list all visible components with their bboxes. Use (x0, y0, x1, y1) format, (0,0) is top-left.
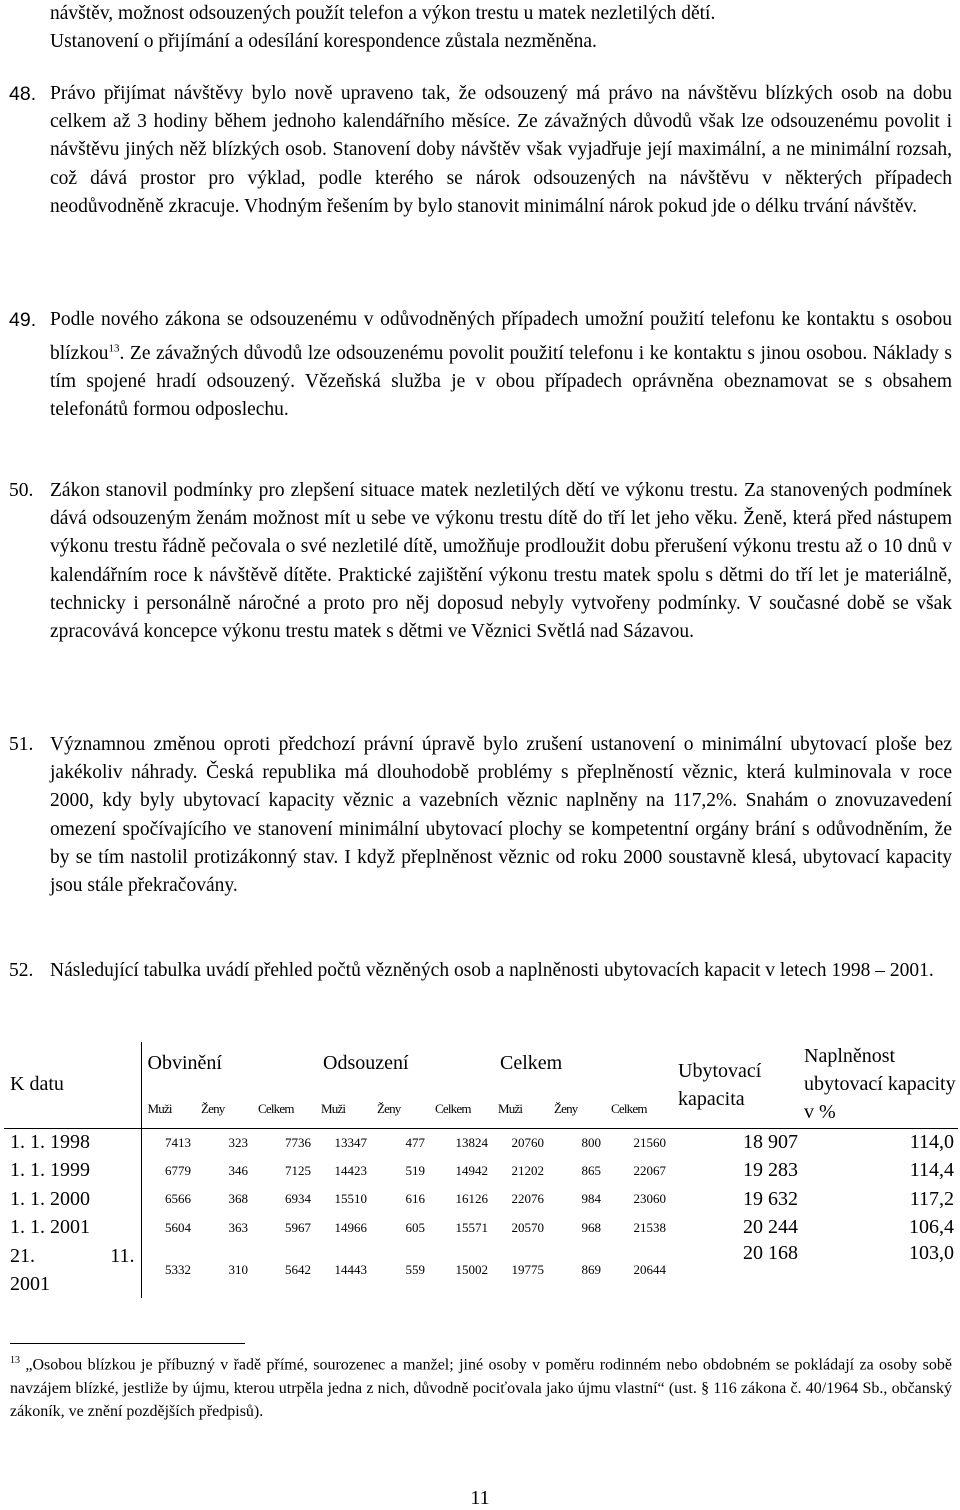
sub-men: Muži (321, 1100, 346, 1116)
intro-line-2: Ustanovení o přijímání a odesílání korespondence zůstala nezměněna. (50, 31, 597, 52)
row-value: 14423 (334, 1162, 367, 1178)
intro-line-1: návštěv, možnost odsouzených použít telefon a výkon trestu u matek nezletilých dětí. (50, 3, 716, 24)
row-value: 5642 (285, 1262, 311, 1277)
row-value: 323 (197, 1128, 254, 1157)
page-number: 11 (470, 1487, 490, 1509)
row-capacity: 20 168 (743, 1242, 798, 1264)
paragraph-text: Právo přijímat návštěvy bylo nově upraveno tak, že odsouzený má právo na návštěvu blízkých osob na dobu celkem až 3 hodiny během jednoho kalendářního měsíce. Ze závažných důvodů však lze odsouzenému povolit i návštěvu jiných něž blízkých osob. Stanovení doby návštěv však vyjadřuje její maximální, a ne minimální rozsah, což dává prostor pro výklad, podle kterého se nárok odsouzených na návštěvu v některých případech neodůvodněně zkracuje. Vhodným řešením by bylo stanovit minimální nárok pokud jde o délku trvání návštěv. (50, 83, 952, 217)
paragraph-number: 51. (9, 734, 34, 755)
table-body (4, 1128, 958, 1298)
row-value: 20644 (633, 1262, 666, 1277)
footnote-mark: 13 (10, 1355, 20, 1366)
paragraph-number: 49. (9, 309, 37, 331)
row-value: 13824 (431, 1128, 494, 1157)
row-value: 477 (373, 1128, 431, 1157)
row-value: 22067 (633, 1162, 666, 1178)
table-row (4, 1214, 958, 1243)
row-occupancy: 114,0 (802, 1128, 958, 1157)
row-value: 7736 (254, 1128, 317, 1157)
table-row (4, 1157, 958, 1186)
row-value: 22076 (511, 1191, 544, 1207)
row-value: 616 (405, 1191, 425, 1207)
row-value: 559 (405, 1262, 425, 1277)
table-row (4, 1128, 958, 1157)
row-value: 21538 (633, 1219, 666, 1235)
row-occupancy: 103,0 (909, 1242, 954, 1264)
row-value: 14942 (455, 1162, 488, 1178)
row-capacity: 18 907 (672, 1128, 802, 1157)
header-capacity: Ubytovací kapacita (678, 1059, 762, 1110)
header-date: K datu (10, 1073, 64, 1096)
row-date: 1. 1. 1998 (4, 1128, 141, 1157)
row-value: 16126 (455, 1191, 488, 1207)
row-value: 519 (405, 1162, 425, 1178)
row-occupancy: 106,4 (909, 1216, 954, 1239)
header-accused: Obvinění (141, 1042, 317, 1090)
row-capacity: 19 632 (743, 1187, 798, 1210)
table-row (4, 1242, 958, 1298)
row-value: 19775 (511, 1262, 544, 1277)
sub-women: Ženy (201, 1100, 225, 1116)
row-value: 865 (581, 1162, 601, 1178)
paragraph-text: Podle nového zákona se odsouzenému v odůvodněných případech umožní použití telefonu ke kontaktu s osobou blízkou$^{13}$. Ze závažných důvodů lze odsouzenému povolit použití telefonu i ke kontaktu s jinou osobou. Náklady s tím spojené hradí odsouzený. Vězeňská služba je v obou případech oprávněna obeznamovat se s obsahem telefonátů formou odposlechu. (50, 309, 952, 421)
row-value: 6566 (141, 1185, 197, 1214)
row-date: 1. 1. 1999 (10, 1159, 90, 1182)
prison-occupancy-table (4, 1042, 958, 1298)
footnote-separator (10, 1343, 245, 1344)
paragraph-number: 52. (9, 960, 34, 981)
row-value: 800 (550, 1128, 607, 1157)
row-value: 7125 (285, 1162, 311, 1178)
table-row (4, 1185, 958, 1214)
paragraph-number: 48. (9, 83, 37, 105)
paragraph-48 (9, 80, 952, 221)
sub-men: Muži (141, 1090, 197, 1128)
paragraph-text: Významnou změnou oproti předchozí právní úpravě bylo zrušení ustanovení o minimální ubytovací ploše bez jakékoliv náhrady. Česká republika má dlouhodobě problémy s přeplněností věznic, která kulminovala v roce 2000, kdy byly ubytovací kapacity věznic a vazebních věznic naplněny na 117,2%. Snahám o znovuzavedení omezení spočívajícího ve stanovení minimální ubytovací plochy se kompetentní orgány brání s odůvodněním, že by se tím nastolil protizákonný stav. I když přeplněnost věznic od roku 2000 soustavně klesá, ubytovací kapacity jsou stále překračovány. (50, 734, 952, 897)
paragraph-52 (9, 957, 952, 985)
row-occupancy: 114,4 (909, 1159, 954, 1182)
sub-women: Ženy (377, 1100, 401, 1116)
header-occupancy: Naplněnost ubytovací kapacity v % (804, 1045, 956, 1123)
row-value: 21560 (607, 1128, 672, 1157)
footnote (10, 1349, 952, 1424)
row-value: 20760 (494, 1128, 550, 1157)
footnote-text: „Osobou blízkou je příbuzný v řadě přímé, sourozenec a manžel; jiné osoby v poměru rodinném nebo obdobném se pokládají za osoby sobě navzájem blízké, jestliže by újmu, kterou utrpěla jedna z nich, důvodně pociťovala jako újmu vlastní“ (ust. § 116 zákona č. 40/1964 Sb., občanský zákoník, ve znění pozdějších předpisů). (10, 1356, 952, 1421)
row-value: 984 (581, 1191, 601, 1207)
paragraph-50 (9, 477, 952, 646)
row-value: 869 (581, 1262, 601, 1277)
sub-women: Ženy (554, 1100, 578, 1116)
row-value: 346 (228, 1162, 248, 1178)
paragraph-51 (9, 731, 952, 900)
row-value: 605 (405, 1219, 425, 1235)
row-value: 23060 (633, 1191, 666, 1207)
row-occupancy: 117,2 (909, 1187, 954, 1210)
paragraph-text: Následující tabulka uvádí přehled počtů vězněných osob a naplněnosti ubytovacích kapacit v letech 1998 – 2001. (50, 960, 934, 981)
row-date: 1. 1. 2001 (10, 1216, 90, 1239)
header-convicted: Odsouzení (323, 1052, 409, 1074)
row-value: 7413 (141, 1128, 197, 1157)
row-value: 310 (228, 1262, 248, 1277)
sub-men: Muži (498, 1100, 523, 1116)
row-value: 21202 (511, 1162, 544, 1178)
row-capacity: 20 244 (743, 1216, 798, 1239)
row-value: 15510 (334, 1191, 367, 1207)
row-value: 5967 (285, 1219, 311, 1235)
date-part: 11. (110, 1245, 135, 1267)
paragraph-49 (9, 306, 952, 424)
sub-total: Celkem (258, 1100, 294, 1116)
sub-total: Celkem (611, 1100, 647, 1116)
row-value: 5604 (141, 1214, 197, 1243)
row-value: 5332 (141, 1242, 197, 1298)
paragraph-number: 50. (9, 480, 34, 501)
row-date: 1. 1. 2000 (10, 1187, 90, 1210)
row-capacity: 19 283 (743, 1159, 798, 1182)
row-value: 15002 (455, 1262, 488, 1277)
row-value: 20570 (511, 1219, 544, 1235)
row-value: 14966 (334, 1219, 367, 1235)
row-value: 968 (581, 1219, 601, 1235)
row-date (4, 1242, 141, 1298)
paragraph-text: Zákon stanovil podmínky pro zlepšení situace matek nezletilých dětí ve výkonu trestu. Za stanovených podmínek dává odsouzeným ženám možnost mít u sebe ve výkonu trestu dítě do tří let jeho věku. Ženě, která před nástupem výkonu trestu řádně pečovala o své nezletilé dítě, umožňuje prodloužit dobu přerušení výkonu trestu až o 10 dnů v kalendářním roce k návštěvě dítěte. Praktické zajištění výkonu trestu matek spolu s dětmi do tří let je materiálně, technicky i personálně náročné a proto pro něj doposud nebyly vytvořeny podmínky. V současné době se však zpracovává koncepce výkonu trestu matek s dětmi ve Věznici Světlá nad Sázavou. (50, 480, 952, 643)
sub-total: Celkem (435, 1100, 471, 1116)
date-part: 2001 (10, 1273, 50, 1295)
footnote-ref[interactable]: 13 (108, 342, 120, 355)
date-part: 21. (10, 1245, 35, 1267)
row-value: 363 (228, 1219, 248, 1235)
row-value: 15571 (455, 1219, 488, 1235)
header-total: Celkem (500, 1052, 563, 1074)
row-value: 368 (228, 1191, 248, 1207)
row-value: 6934 (285, 1191, 311, 1207)
row-value: 14443 (334, 1262, 367, 1277)
row-value: 6779 (141, 1157, 197, 1186)
table-header-row (4, 1042, 958, 1090)
row-value: 13347 (317, 1128, 373, 1157)
